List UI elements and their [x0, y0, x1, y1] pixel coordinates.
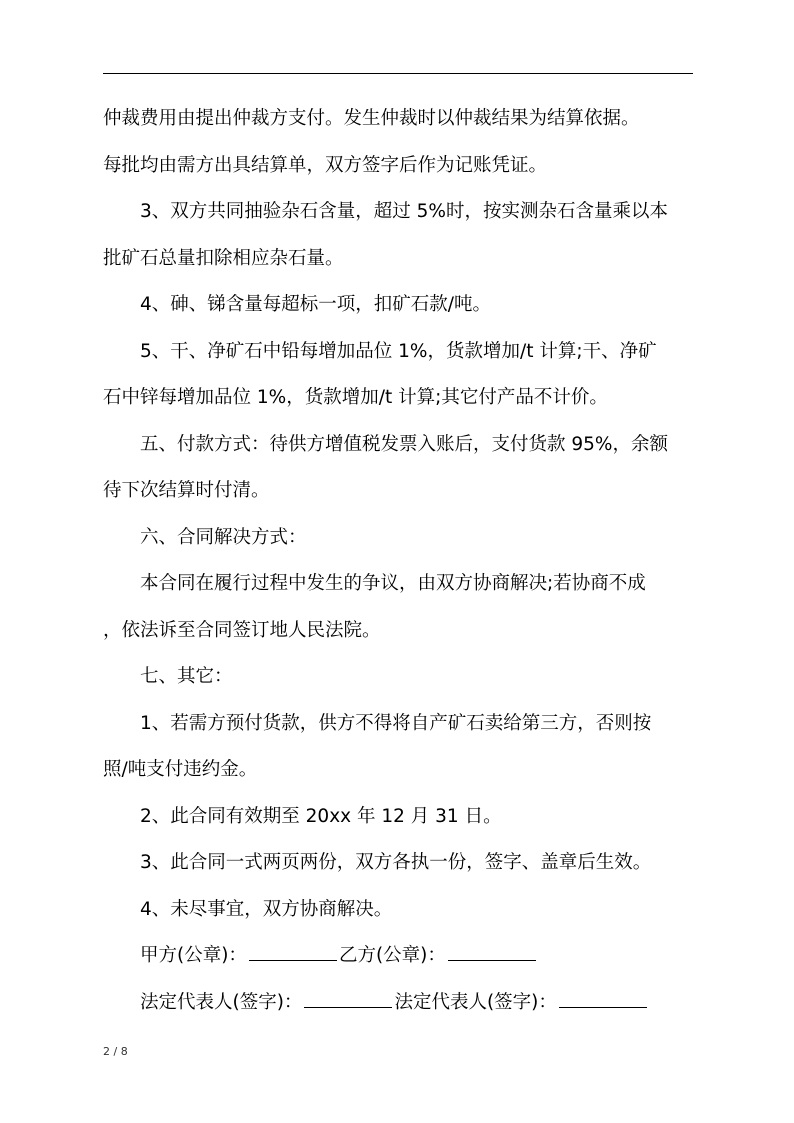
header-rule — [103, 73, 693, 74]
party-b-seal-blank — [448, 942, 536, 961]
party-a-seal-blank — [249, 942, 337, 961]
paragraph-line: 仲裁费用由提出仲裁方支付。发生仲裁时以仲裁结果为结算依据。 — [103, 108, 640, 129]
paragraph-line: ，依法诉至合同签订地人民法院。 — [103, 619, 381, 641]
party-b-seal-label: 乙方(公章)： — [338, 945, 446, 966]
paragraph-line: 3、此合同一式两页两份，双方各执一份，签字、盖章后生效。 — [140, 852, 652, 873]
signature-line-representative — [103, 980, 693, 1027]
paragraph-line: 3、双方共同抽验杂石含量，超过 5%时，按实测杂石含量乘以本 — [140, 201, 669, 222]
paragraph-line: 石中锌每增加品位 1%，货款增加/t 计算;其它付产品不计价。 — [103, 387, 608, 408]
paragraph-line: 待下次结算时付清。 — [103, 480, 270, 501]
section-heading: 六、合同解决方式： — [140, 526, 307, 548]
paragraph-line: 照/吨支付违约金。 — [103, 759, 258, 780]
paragraph-line: 1、若需方预付货款，供方不得将自产矿石卖给第三方，否则按 — [140, 712, 652, 734]
paragraph-line: 本合同在履行过程中发生的争议，由双方协商解决;若协商不成 — [140, 573, 646, 594]
page-number: 2 / 8 — [103, 1045, 128, 1058]
party-a-representative-label: 法定代表人(签字)： — [140, 991, 303, 1013]
paragraph-line: 五、付款方式：待供方增值税发票入账后，支付货款 95%，余额 — [140, 433, 669, 455]
paragraph-line: 2、此合同有效期至 20xx 年 12 月 31 日。 — [140, 805, 502, 827]
paragraph-line: 每批均由需方出具结算单，双方签字后作为记账凭证。 — [103, 154, 548, 176]
party-b-representative-label: 法定代表人(签字)： — [394, 991, 557, 1013]
party-a-representative-blank — [304, 989, 392, 1008]
paragraph-line: 5、干、净矿石中铅每增加品位 1%，货款增加/t 计算;干、净矿 — [140, 340, 657, 362]
party-b-representative-blank — [559, 989, 647, 1008]
section-heading: 七、其它： — [140, 666, 233, 687]
signature-line-seal — [103, 933, 693, 980]
document-body — [103, 96, 693, 1026]
paragraph-line: 4、砷、锑含量每超标一项，扣矿石款/吨。 — [140, 294, 492, 315]
paragraph-line: 4、未尽事宜，双方协商解决。 — [140, 898, 393, 920]
party-a-seal-label: 甲方(公章)： — [140, 945, 247, 966]
paragraph-line: 批矿石总量扣除相应杂石量。 — [103, 247, 344, 269]
